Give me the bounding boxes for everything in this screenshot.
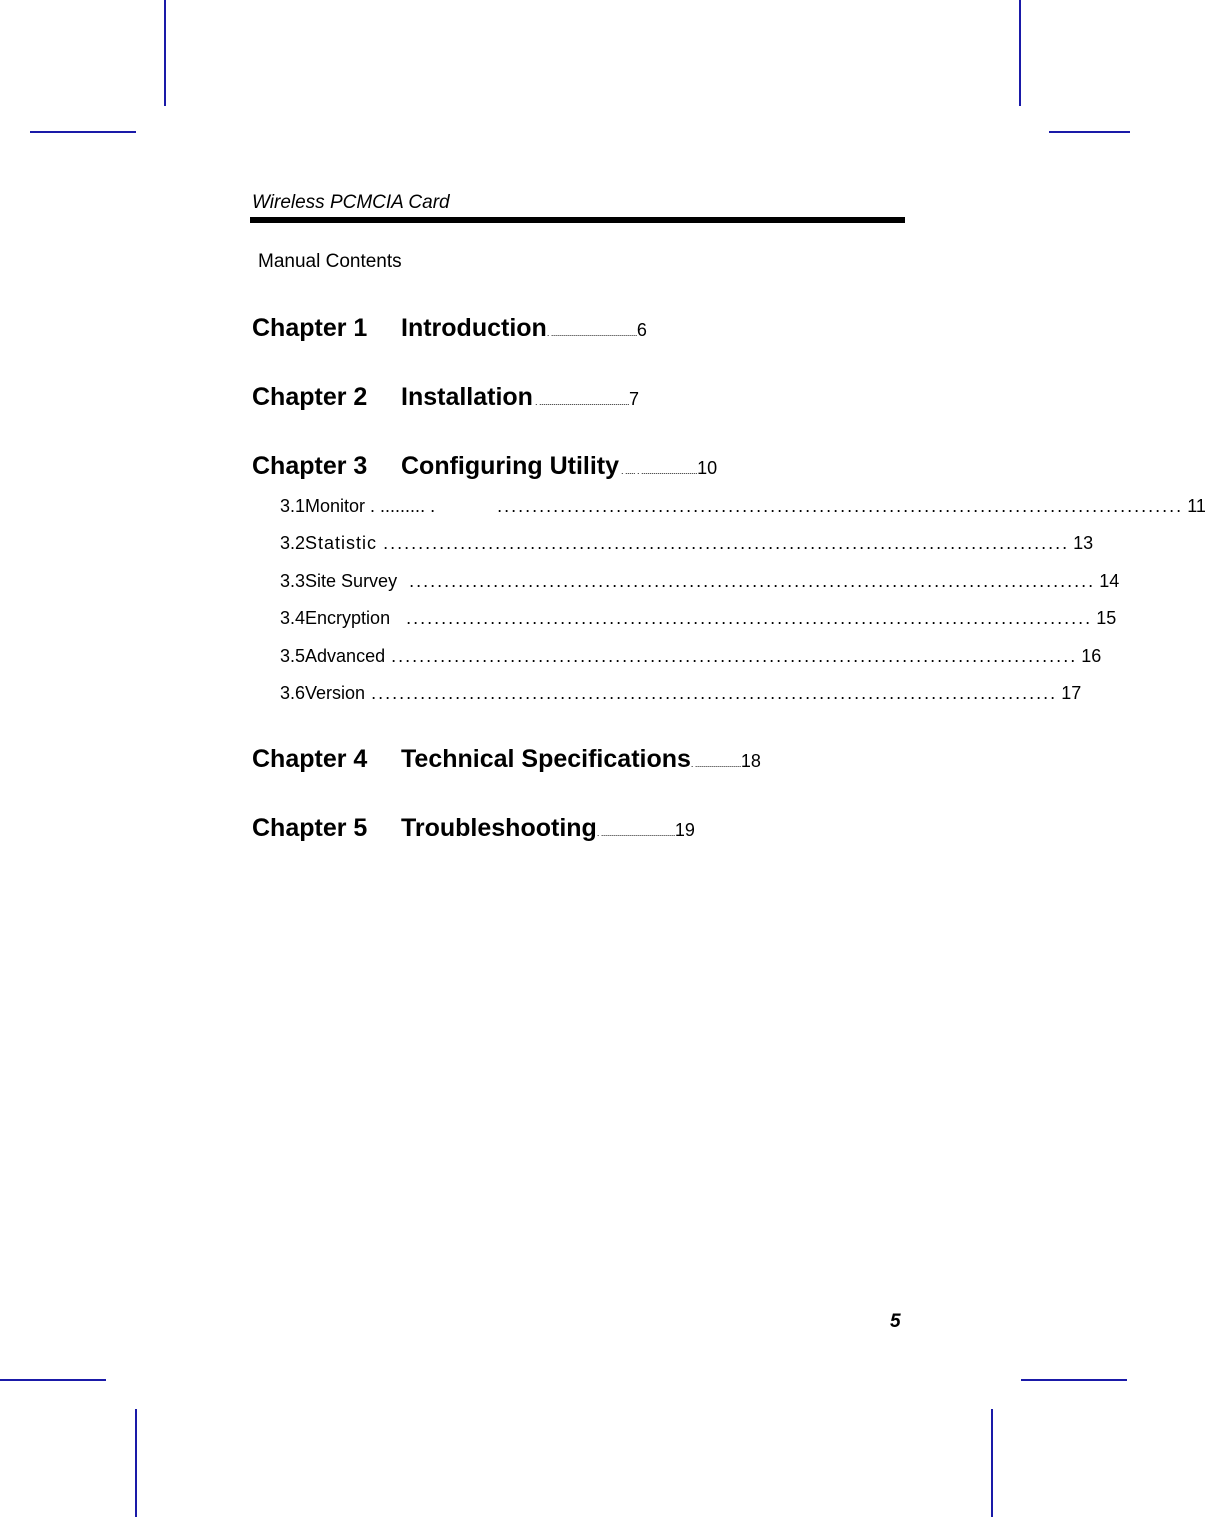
crop-mark-bottom-right-vertical [991, 1409, 993, 1517]
dot-leader: .................................................................................................. [497, 496, 1184, 516]
chapter-label: Chapter 5 [252, 814, 368, 842]
chapter-title: Installation [401, 383, 533, 411]
dot-leader: .................................................................................................. [371, 683, 1058, 703]
section-title: Site Survey [305, 571, 398, 591]
section-number: 3.1 [280, 496, 306, 516]
chapter-page-number: 10 [697, 458, 718, 478]
section-title: Monitor . ......... . [305, 496, 436, 516]
toc-chapter[interactable] [252, 813, 695, 848]
dot-leader: . ..................................... [596, 828, 675, 838]
chapter-page-number: 7 [629, 389, 640, 409]
section-page-number: 11 [1187, 496, 1206, 516]
section-page-number: 15 [1096, 608, 1117, 628]
section-page-number: 16 [1081, 646, 1102, 666]
chapter-label: Chapter 4 [252, 745, 368, 773]
dot-leader: .................................................................................................. [383, 533, 1070, 553]
dot-leader: . ..... . ............................ [619, 466, 698, 476]
chapter-label: Chapter 2 [252, 383, 368, 411]
section-title: Version [305, 683, 366, 703]
running-header: Wireless PCMCIA Card [252, 192, 450, 213]
chapter-label: Chapter 3 [252, 452, 368, 480]
section-number: 3.2 [280, 533, 306, 553]
section-number: 3.5 [280, 646, 306, 666]
crop-mark-bottom-left-vertical [135, 1409, 137, 1517]
crop-mark-bottom-left-horizontal [0, 1379, 106, 1381]
toc-chapter[interactable] [252, 313, 647, 348]
toc-section[interactable] [280, 645, 1102, 667]
crop-mark-top-right-horizontal [1049, 131, 1130, 133]
page-title: Manual Contents [258, 251, 402, 272]
toc-section[interactable] [280, 532, 1094, 554]
section-title: Statistic [305, 533, 378, 553]
chapter-page-number: 19 [674, 820, 695, 840]
toc-section[interactable] [280, 682, 1082, 704]
dot-leader: . ....................... [690, 759, 741, 769]
dot-leader: .................................................................................................. [406, 608, 1093, 628]
header-rule [250, 217, 905, 223]
toc-section[interactable] [280, 495, 1206, 517]
chapter-title: Configuring Utility [401, 452, 620, 480]
dot-leader: .................................................................................................. [391, 646, 1078, 666]
chapter-page-number: 18 [740, 751, 761, 771]
toc-chapter[interactable] [252, 382, 639, 417]
section-number: 3.4 [280, 608, 306, 628]
toc-chapter[interactable] [252, 451, 717, 486]
chapter-page-number: 6 [636, 320, 647, 340]
section-page-number: 14 [1099, 571, 1120, 591]
toc-chapter[interactable] [252, 744, 761, 779]
chapter-title: Technical Specifications [401, 745, 691, 773]
section-number: 3.3 [280, 571, 306, 591]
page-number: 5 [890, 1311, 901, 1332]
dot-leader: .................................................................................................. [409, 571, 1096, 591]
section-title: Advanced [305, 646, 386, 666]
section-number: 3.6 [280, 683, 306, 703]
toc-section[interactable] [280, 607, 1117, 629]
crop-mark-top-left-vertical [164, 0, 166, 106]
section-page-number: 13 [1073, 533, 1094, 553]
toc-section[interactable] [280, 570, 1120, 592]
chapter-title: Introduction [401, 314, 547, 342]
chapter-label: Chapter 1 [252, 314, 368, 342]
section-page-number: 17 [1061, 683, 1082, 703]
dot-leader: . ........................................... [546, 328, 637, 338]
chapter-title: Troubleshooting [401, 814, 597, 842]
section-title: Encryption [305, 608, 391, 628]
dot-leader: . ............................................. [532, 397, 629, 407]
crop-mark-top-left-horizontal [30, 131, 136, 133]
crop-mark-top-right-vertical [1019, 0, 1021, 106]
crop-mark-bottom-right-horizontal [1021, 1379, 1127, 1381]
